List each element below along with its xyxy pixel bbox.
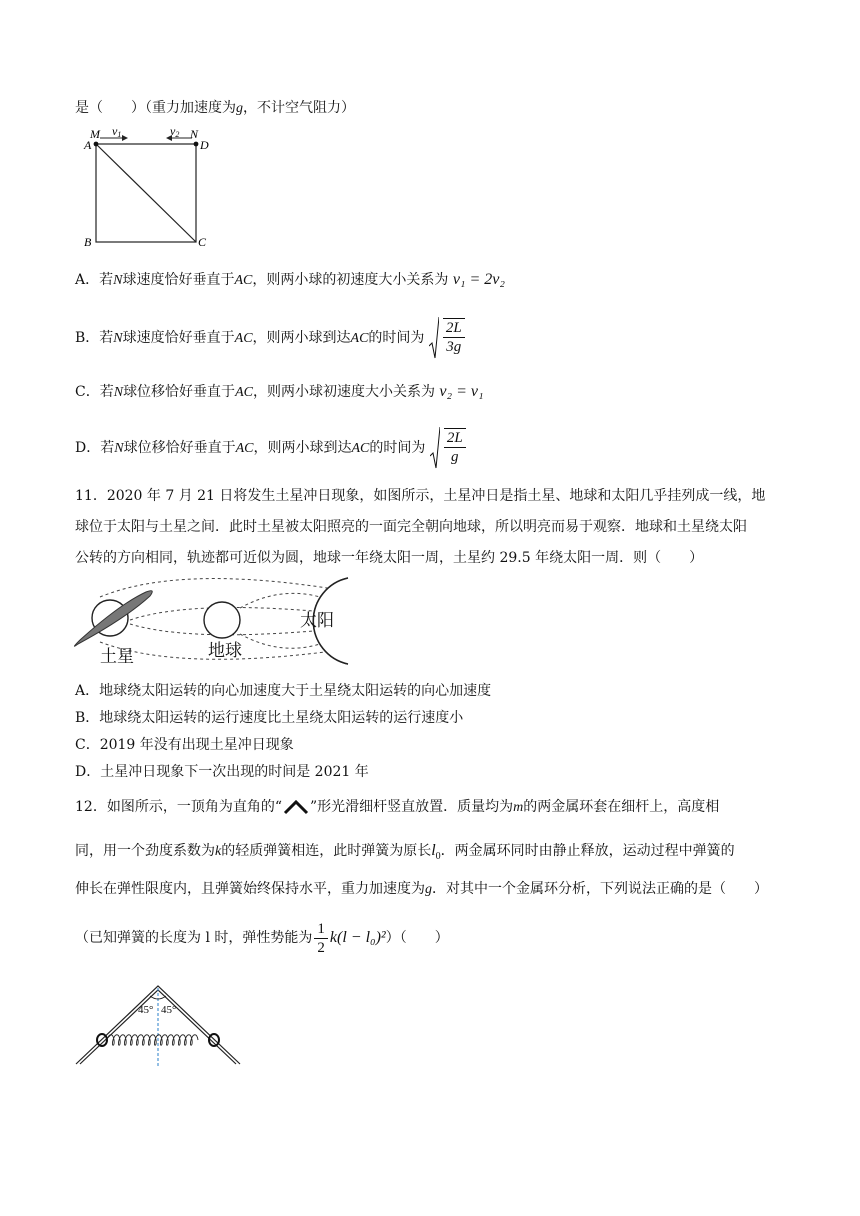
- q12-stem-line3: 伸长在弹性限度内，且弹簧始终保持水平，重力加速度为g．对其中一个金属环分析，下列说法正确的是（ ）: [75, 881, 768, 897]
- q10-option-b: B．若N球速度恰好垂直于AC，则两小球到达AC的时间为 $\frac{2L}{3g}$: [75, 315, 469, 362]
- q12-rod-spring-figure: [72, 980, 252, 1070]
- q10-stem: 是（ ）（重力加速度为g，不计空气阻力）: [75, 100, 355, 116]
- formula-d: $\frac{2L}{g}$: [430, 425, 470, 471]
- label-earth: 地球: [208, 641, 242, 661]
- q11-option-b: B．地球绕太阳运转的运行速度比土星绕太阳运转的运行速度小: [75, 710, 464, 726]
- angle-left-label: 45°: [138, 1004, 154, 1016]
- ball-m: [94, 142, 99, 147]
- q10-option-d: D．若N球位移恰好垂直于AC，则两小球到达AC的时间为 $\frac{2L}{g}$: [75, 425, 470, 472]
- label-saturn: 土星: [100, 647, 134, 667]
- q12-stem-line1: 12．如图所示，一顶角为直角的“ ”形光滑细杆竖直放置．质量均为m的两金属环套在细杆上，高度相: [75, 799, 720, 815]
- label-sun: 太阳: [300, 611, 334, 631]
- q10-option-a: A．若N球速度恰好垂直于AC，则两小球的初速度大小关系为 v₁ = 2v₂: [75, 271, 505, 288]
- formula-a: v₁ = 2v₂: [452, 271, 505, 288]
- q10-option-c: C．若N球位移恰好垂直于AC，则两小球初速度大小关系为 v₂ = v₁: [75, 383, 484, 400]
- label-v1: v1: [112, 124, 122, 139]
- label-b: B: [84, 235, 92, 249]
- diagonal-ac: [96, 144, 196, 242]
- caret-shape-icon: [282, 799, 310, 815]
- q11-option-d: D．土星冲日现象下一次出现的时间是 2021 年: [75, 764, 369, 780]
- q11-orbit-figure: [70, 572, 360, 672]
- label-c: C: [198, 235, 207, 249]
- q12-stem-line2: 同，用一个劲度系数为k的轻质弹簧相连，此时弹簧为原长$l_0$．两金属环同时由静止释放，运动过程中弹簧的: [75, 842, 735, 863]
- earth-shape: [204, 602, 240, 638]
- spring: [107, 1035, 198, 1046]
- formula-b: $\frac{2L}{3g}$: [429, 315, 469, 361]
- angle-right-label: 45°: [161, 1004, 177, 1016]
- label-n: N: [190, 127, 199, 141]
- q10-square-figure: [80, 124, 220, 252]
- q11-option-a: A．地球绕太阳运转的向心加速度大于土星绕太阳运转的向心加速度: [75, 683, 492, 699]
- label-d: D: [200, 138, 209, 152]
- q11-stem-line3: 公转的方向相同，轨迹都可近似为圆，地球一年绕太阳一周，土星约 29.5 年绕太阳一周．则（ ）: [75, 550, 704, 566]
- formula-c: v₂ = v₁: [439, 383, 484, 400]
- q11-option-c: C．2019 年没有出现土星冲日现象: [75, 737, 294, 753]
- label-m: M: [90, 127, 100, 141]
- q11-stem-line1: 11．2020 年 7 月 21 日将发生土星冲日现象，如图所示，土星冲日是指土星、地球和太阳几乎挂列成一线，地: [75, 488, 766, 504]
- q12-stem-line4: （已知弹簧的长度为 l 时，弹性势能为 $\frac{1}{2}$ k(l − l₀)²）（ ）: [75, 920, 449, 956]
- q11-stem-line2: 球位于太阳与土星之间．此时土星被太阳照亮的一面完全朝向地球，所以明亮而易于观察．地球和土星绕太阳: [75, 519, 747, 535]
- label-a: A: [84, 138, 92, 152]
- label-v2: v2: [170, 124, 180, 139]
- ball-n: [194, 142, 199, 147]
- energy-formula: k(l − l₀)²: [329, 929, 386, 946]
